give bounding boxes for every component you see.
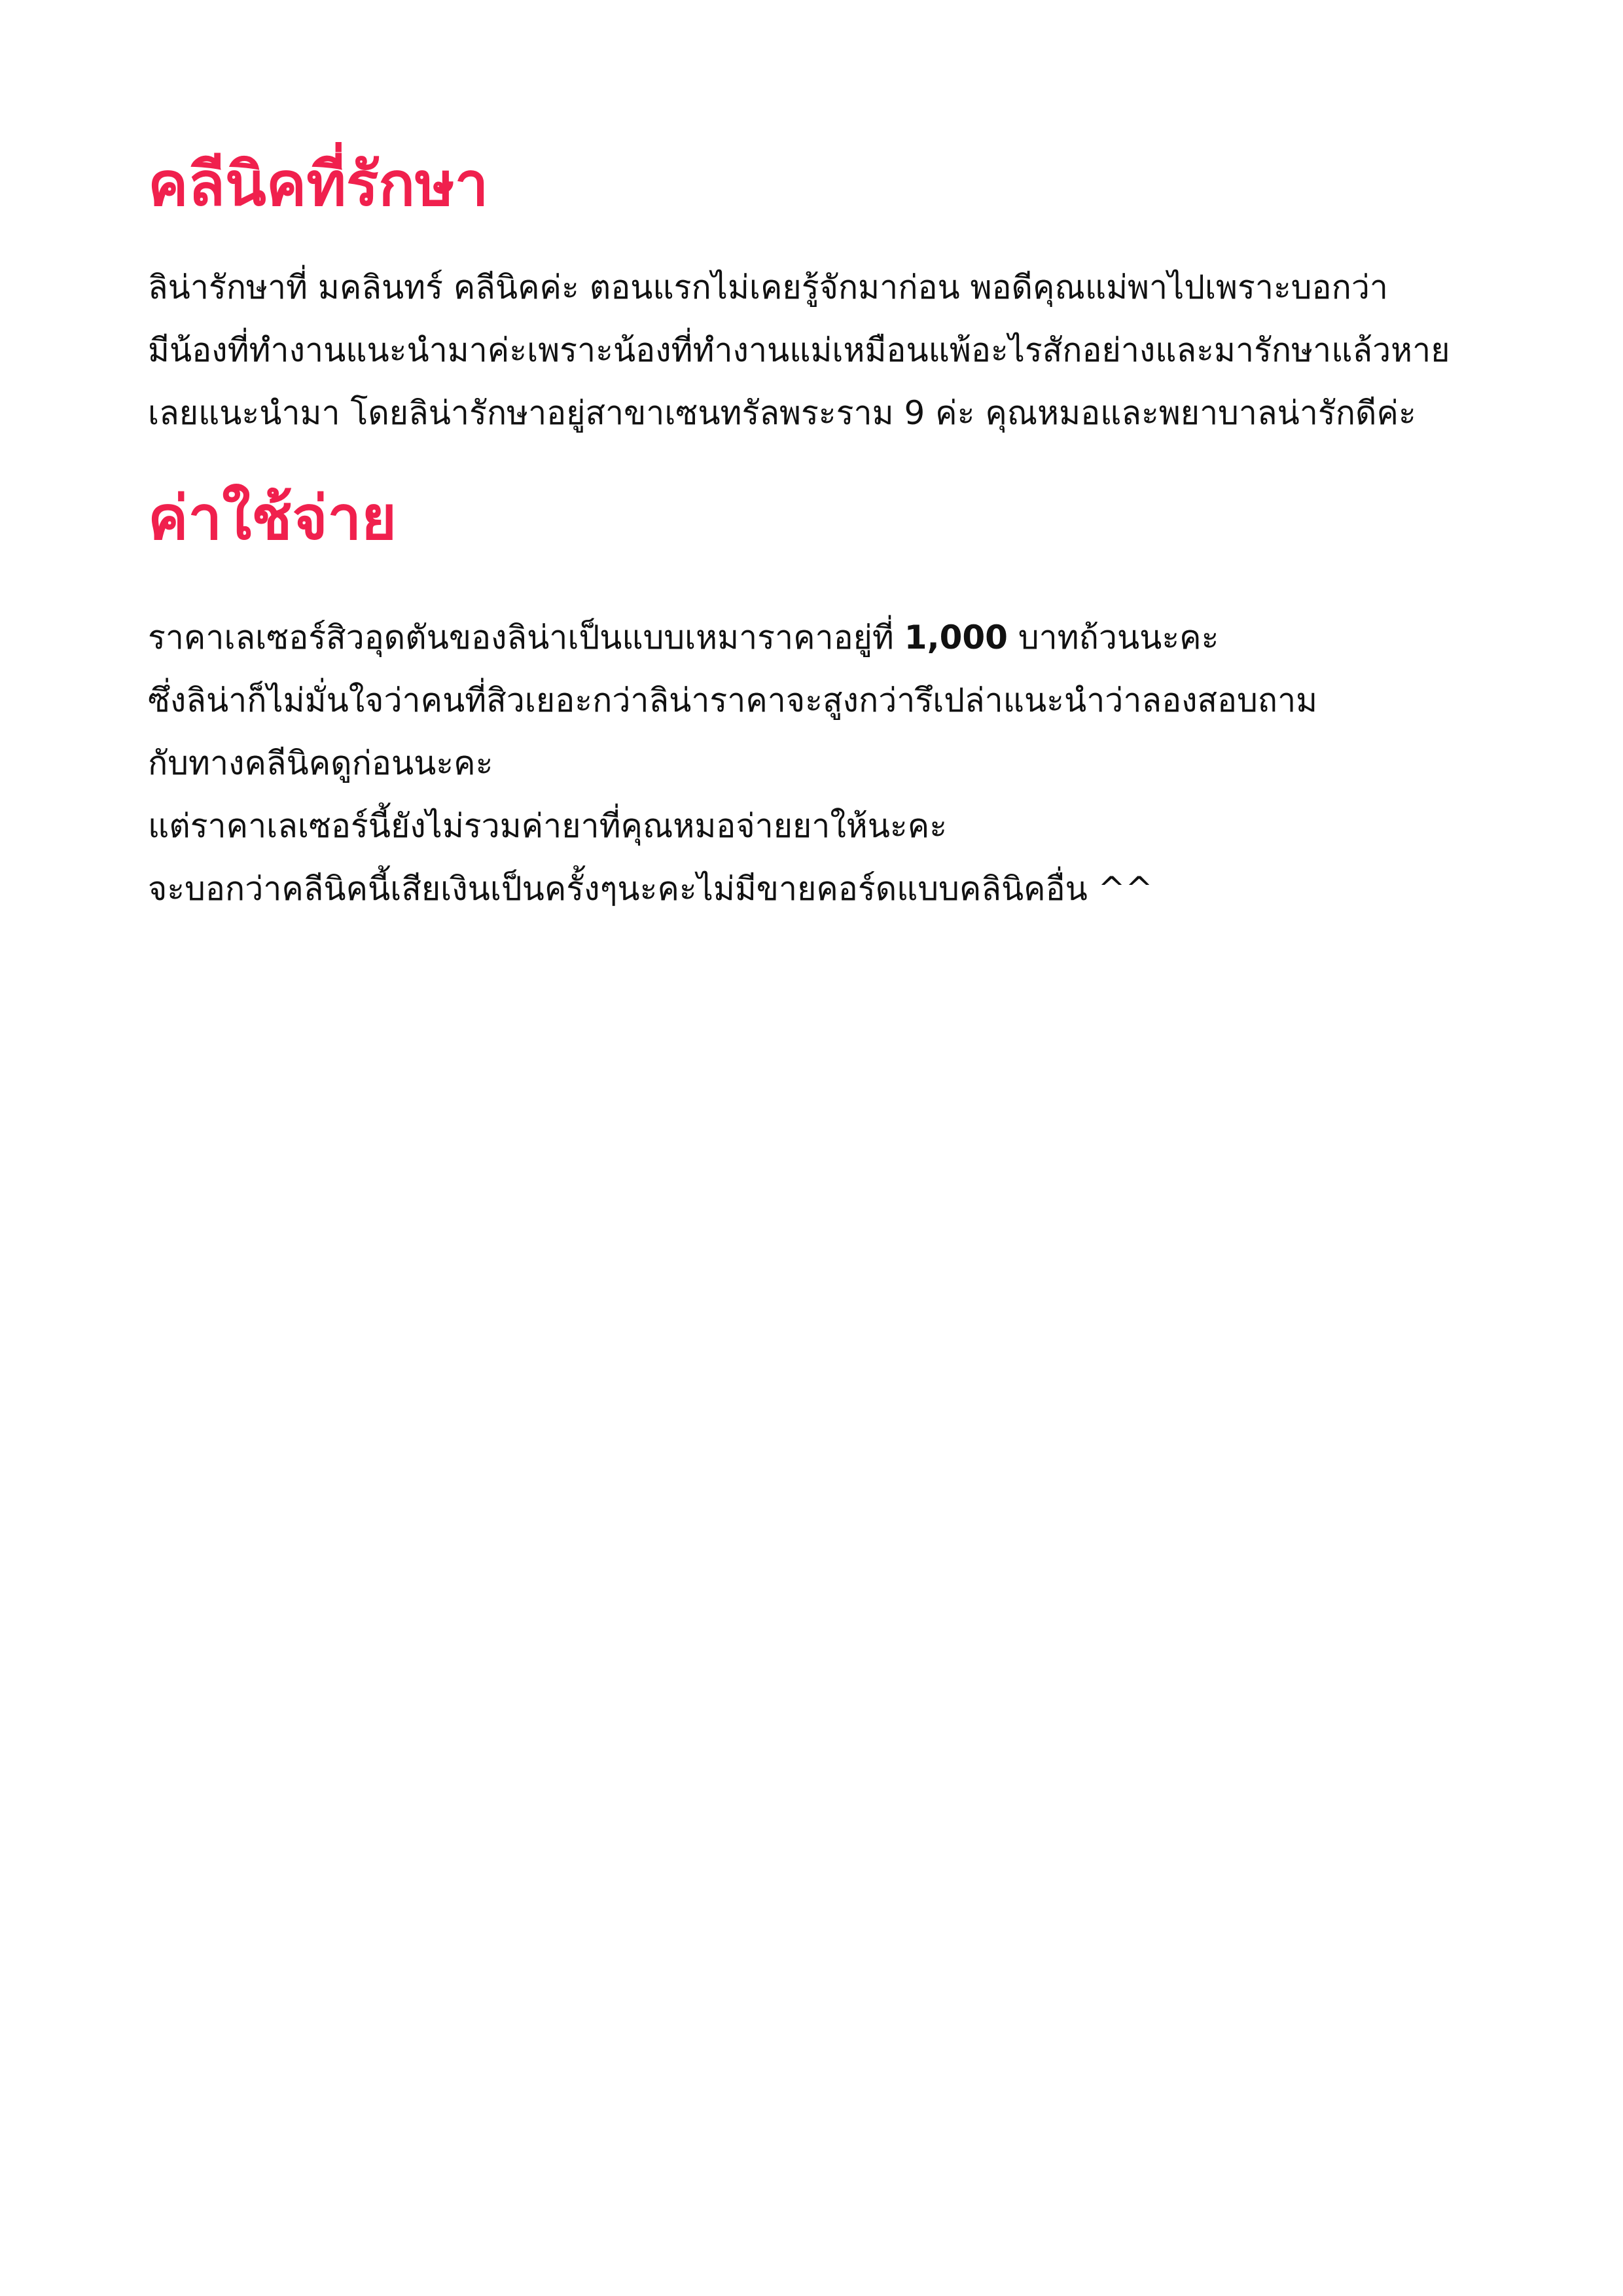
price-text-before: ราคาเลเซอร์สิวอุดตันของลิน่าเป็นแบบเหมาราคาอยู่ที่ <box>148 619 904 656</box>
cost-section-heading: ค่าใช้จ่าย <box>148 483 397 553</box>
paragraph-line: ลิน่ารักษาที่ มคลินทร์ คลีนิคค่ะ ตอนแรกไม่เคยรู้จักมาก่อน พอดีคุณแม่พาไปเพราะบอกว่า <box>148 268 1388 306</box>
price-value: 1,000 <box>904 619 1008 656</box>
paragraph-line: ซึ่งลิน่าก็ไม่มั่นใจว่าคนที่สิวเยอะกว่าลิน่าราคาจะสูงกว่ารึเปล่าแนะนำว่าลองสอบถาม <box>148 681 1318 719</box>
paragraph-line: เลยแนะนำมา โดยลิน่ารักษาอยู่สาขาเซนทรัลพระราม 9 ค่ะ คุณหมอและพยาบาลน่ารักดีค่ะ <box>148 394 1416 432</box>
cost-section-paragraph <box>148 606 1317 920</box>
clinic-section-heading: คลีนิคที่รักษา <box>148 149 489 219</box>
clinic-section-paragraph <box>148 256 1450 444</box>
paragraph-line-price <box>148 606 1317 669</box>
paragraph-line: กับทางคลีนิคดูก่อนนะคะ <box>148 744 493 782</box>
price-text-after: บาทถ้วนนะคะ <box>1007 619 1219 656</box>
paragraph-line: แต่ราคาเลเซอร์นี้ยังไม่รวมค่ายาที่คุณหมอจ่ายยาให้นะคะ <box>148 807 948 845</box>
paragraph-line: จะบอกว่าคลีนิคนี้เสียเงินเป็นครั้งๆนะคะไม่มีขายคอร์ดแบบคลินิคอื่น ^^ <box>148 870 1153 908</box>
paragraph-line: มีน้องที่ทำงานแนะนำมาค่ะเพราะน้องที่ทำงานแม่เหมือนแพ้อะไรสักอย่างและมารักษาแล้วหาย <box>148 331 1450 369</box>
